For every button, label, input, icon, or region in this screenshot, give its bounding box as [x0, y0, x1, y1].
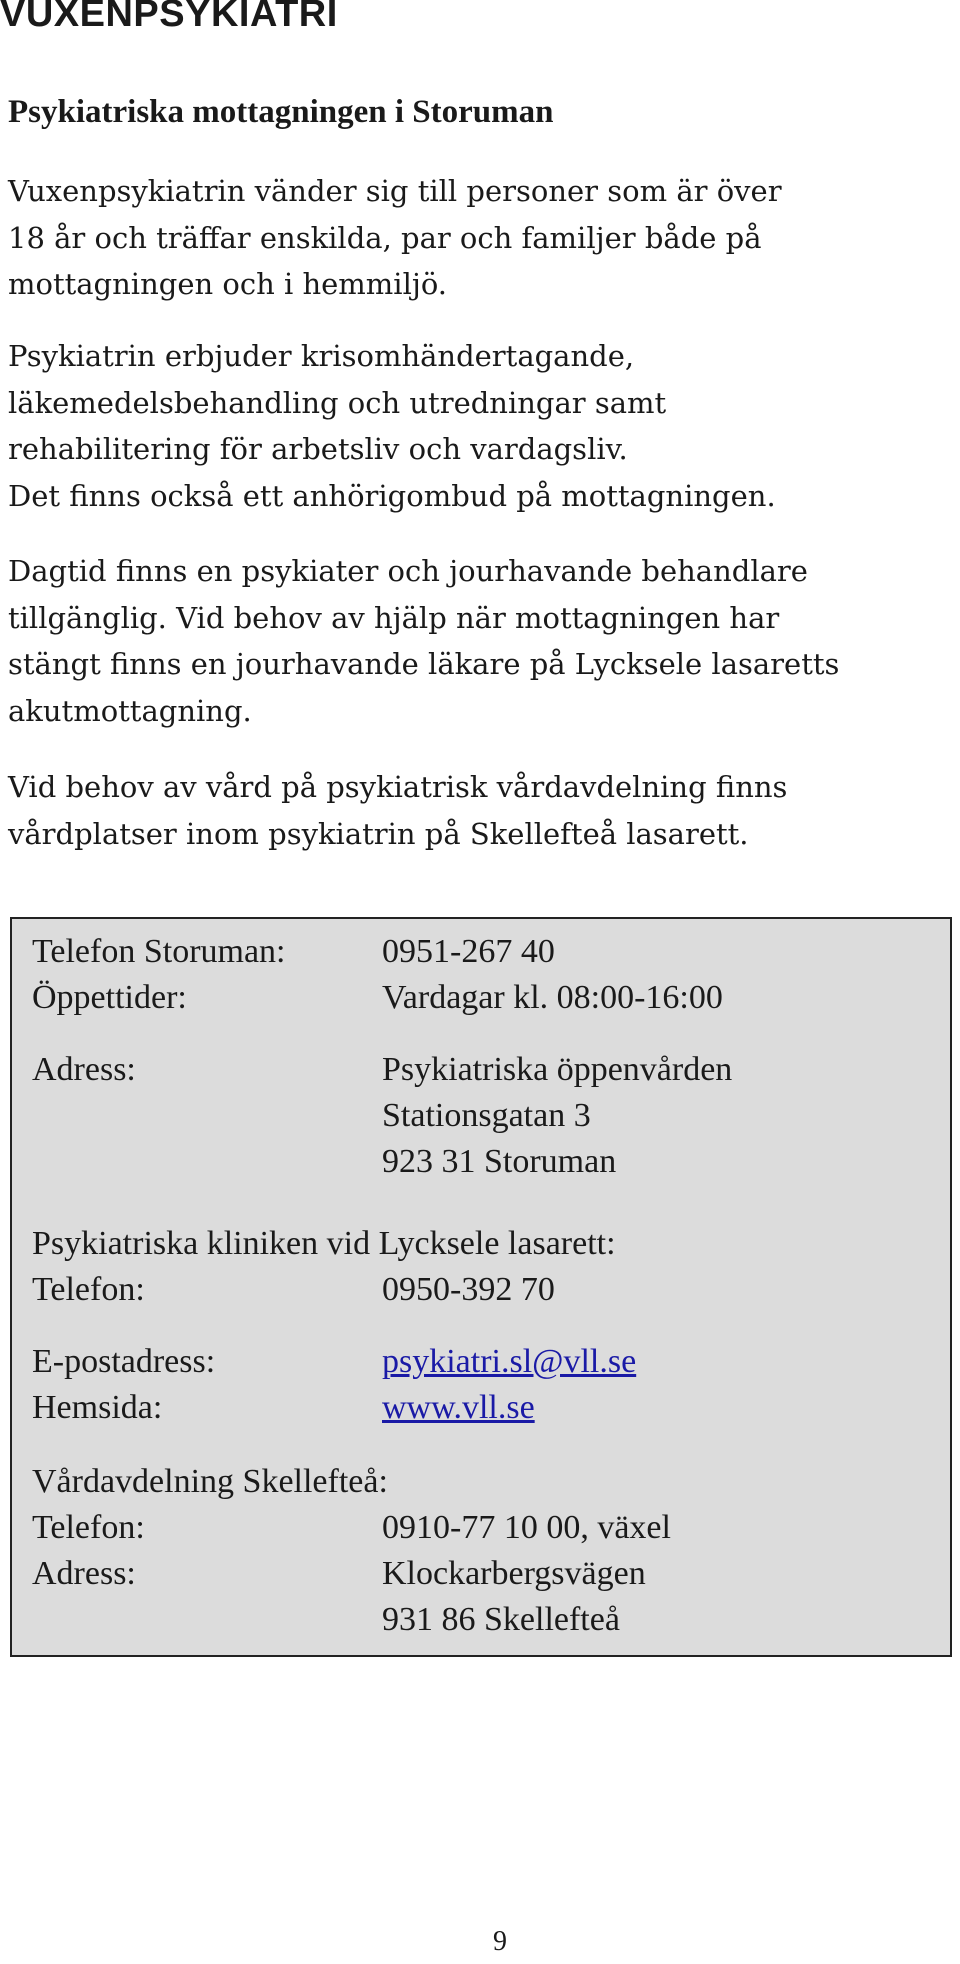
storuman-address-line-3: 923 31 Storuman: [382, 1143, 617, 1180]
storuman-address: [382, 1047, 732, 1185]
email-label: E-postadress:: [32, 1343, 216, 1380]
website-link[interactable]: www.vll.se: [382, 1389, 535, 1426]
storuman-phone-label: Telefon Storuman:: [32, 933, 286, 970]
skelleftea-address: [382, 1551, 646, 1643]
storuman-hours-row: [32, 975, 723, 1021]
paragraph-intro: Vuxenpsykiatrin vänder sig till personer som är över 18 år och träffar enskilda, par och familjer både på mottagningen och i hemmiljö.: [8, 174, 782, 301]
storuman-phone-value: 0951-267 40: [382, 933, 555, 970]
page-number: 9: [493, 1926, 507, 1957]
lycksele-phone-value: 0950-392 70: [382, 1271, 555, 1308]
email-link[interactable]: psykiatri.sl@vll.se: [382, 1343, 637, 1380]
storuman-address-label: Adress:: [32, 1051, 136, 1088]
page-heading: VUXENPSYKIATRI: [0, 0, 338, 35]
skelleftea-phone-value: 0910-77 10 00, växel: [382, 1509, 671, 1546]
email-row: [32, 1339, 636, 1385]
storuman-phone-row: [32, 929, 555, 975]
skelleftea-address-line-1: Klockarbergsvägen: [382, 1555, 646, 1592]
paragraph-daytime: Dagtid finns en psykiater och jourhavande behandlare tillgänglig. Vid behov av hjälp när mottagningen har stängt finns en jourhavande läkare på Lycksele lasaretts akutmottagning.: [8, 554, 840, 728]
storuman-address-line-1: Psykiatriska öppenvården: [382, 1051, 733, 1088]
contact-info-box: [10, 917, 952, 1657]
website-row: [32, 1385, 535, 1431]
hours-label: Öppettider:: [32, 979, 187, 1016]
skelleftea-phone-label: Telefon:: [32, 1509, 145, 1546]
skelleftea-title: Vårdavdelning Skellefteå:: [32, 1463, 388, 1500]
skelleftea-address-line-2: 931 86 Skellefteå: [382, 1601, 620, 1638]
storuman-address-line-2: Stationsgatan 3: [382, 1097, 591, 1134]
hours-value: Vardagar kl. 08:00-16:00: [382, 979, 723, 1016]
paragraph-services: Psykiatrin erbjuder krisomhändertagande, läkemedelsbehandling och utredningar samt rehabilitering för arbetsliv och vardagsliv. Det finns också ett anhörigombud på mottagningen.: [8, 339, 776, 513]
lycksele-title: Psykiatriska kliniken vid Lycksele lasarett:: [32, 1225, 616, 1262]
skelleftea-address-label: Adress:: [32, 1555, 136, 1592]
section-title: Psykiatriska mottagningen i Storuman: [8, 94, 554, 130]
paragraph-inpatient: Vid behov av vård på psykiatrisk vårdavdelning finns vårdplatser inom psykiatrin på Skellefteå lasarett.: [8, 770, 788, 851]
lycksele-phone-row: [32, 1267, 555, 1313]
website-label: Hemsida:: [32, 1389, 163, 1426]
lycksele-phone-label: Telefon:: [32, 1271, 145, 1308]
skelleftea-phone-row: [32, 1505, 671, 1551]
